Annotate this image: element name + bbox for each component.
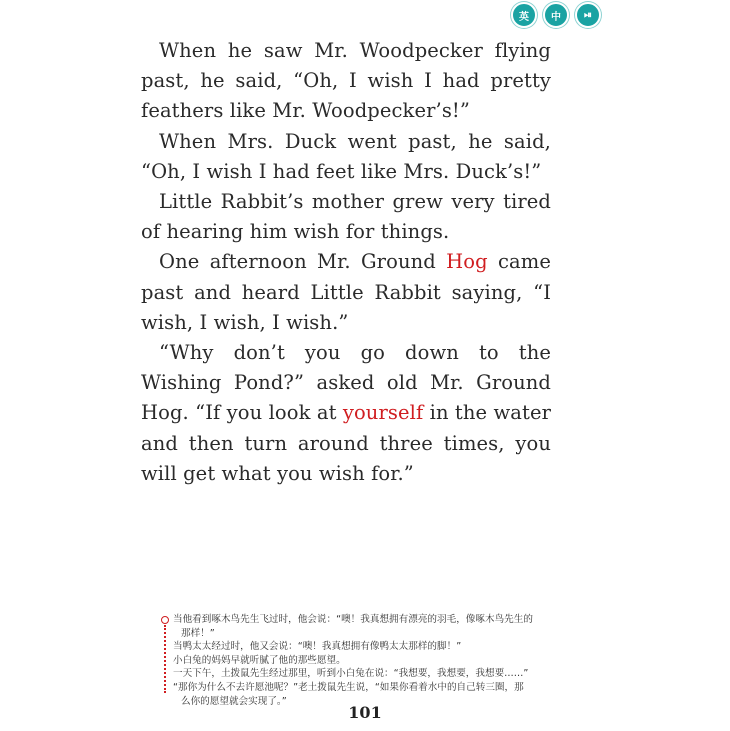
paragraph-3: Little Rabbit’s mother grew very tired of hearing him wish for things.	[141, 190, 551, 244]
translation-line: 么你的愿望就会实现了。”	[181, 695, 287, 707]
chinese-mode-button[interactable]: 中	[543, 2, 569, 28]
translation-line: 一天下午，土拨鼠先生经过那里，听到小白兔在说：“我想要，我想要，我想要……”	[173, 668, 529, 680]
story-text	[141, 36, 551, 489]
vocab-word-hog[interactable]: Hog	[446, 250, 488, 274]
vocab-word-yourself[interactable]: yourself	[342, 401, 424, 425]
translation-line: 那样！”	[181, 627, 215, 639]
translation-line: “那你为什么不去许愿池呢？”老土拨鼠先生说，“如果你看着水中的自己转三圈，那	[173, 681, 524, 693]
translation-line: 小白兔的妈妈早就听腻了他的那些愿望。	[173, 654, 346, 666]
paragraph-4-start: One afternoon Mr. Ground	[159, 250, 447, 274]
paragraph-5-end: in the water and then turn around three times, you will get what you wish for.”	[141, 401, 552, 485]
paragraph-4-end: came past and heard Little Rabbit saying, “I wish, I wish, I wish.”	[141, 250, 551, 334]
chinese-translation	[173, 613, 533, 708]
translation-line: 当鸭太太经过时，他又会说：“噢！我真想拥有像鸭太太那样的脚！”	[173, 641, 462, 653]
page-number: 101	[348, 703, 382, 722]
paragraph-4	[141, 247, 551, 338]
reader-toolbar	[511, 2, 601, 28]
paragraph-5	[141, 338, 551, 489]
paragraph-2: When Mrs. Duck went past, he said, “Oh, I wish I had feet like Mrs. Duck’s!”	[141, 129, 551, 183]
translation-marker-icon	[160, 613, 170, 695]
paragraph-1: When he saw Mr. Woodpecker flying past, he said, “Oh, I wish I had pretty feathers like Mr. Woodpecker’s!”	[141, 39, 551, 123]
play-pause-button[interactable]: ⏯	[575, 2, 601, 28]
paragraph-5-start: “Why don’t you go down to the Wishing Pond?” asked old Mr. Ground Hog. “If you look at	[141, 341, 551, 425]
translation-line: 当他看到啄木鸟先生飞过时，他会说：“噢！我真想拥有漂亮的羽毛，像啄木鸟先生的	[173, 614, 533, 625]
english-mode-button[interactable]: 英	[511, 2, 537, 28]
